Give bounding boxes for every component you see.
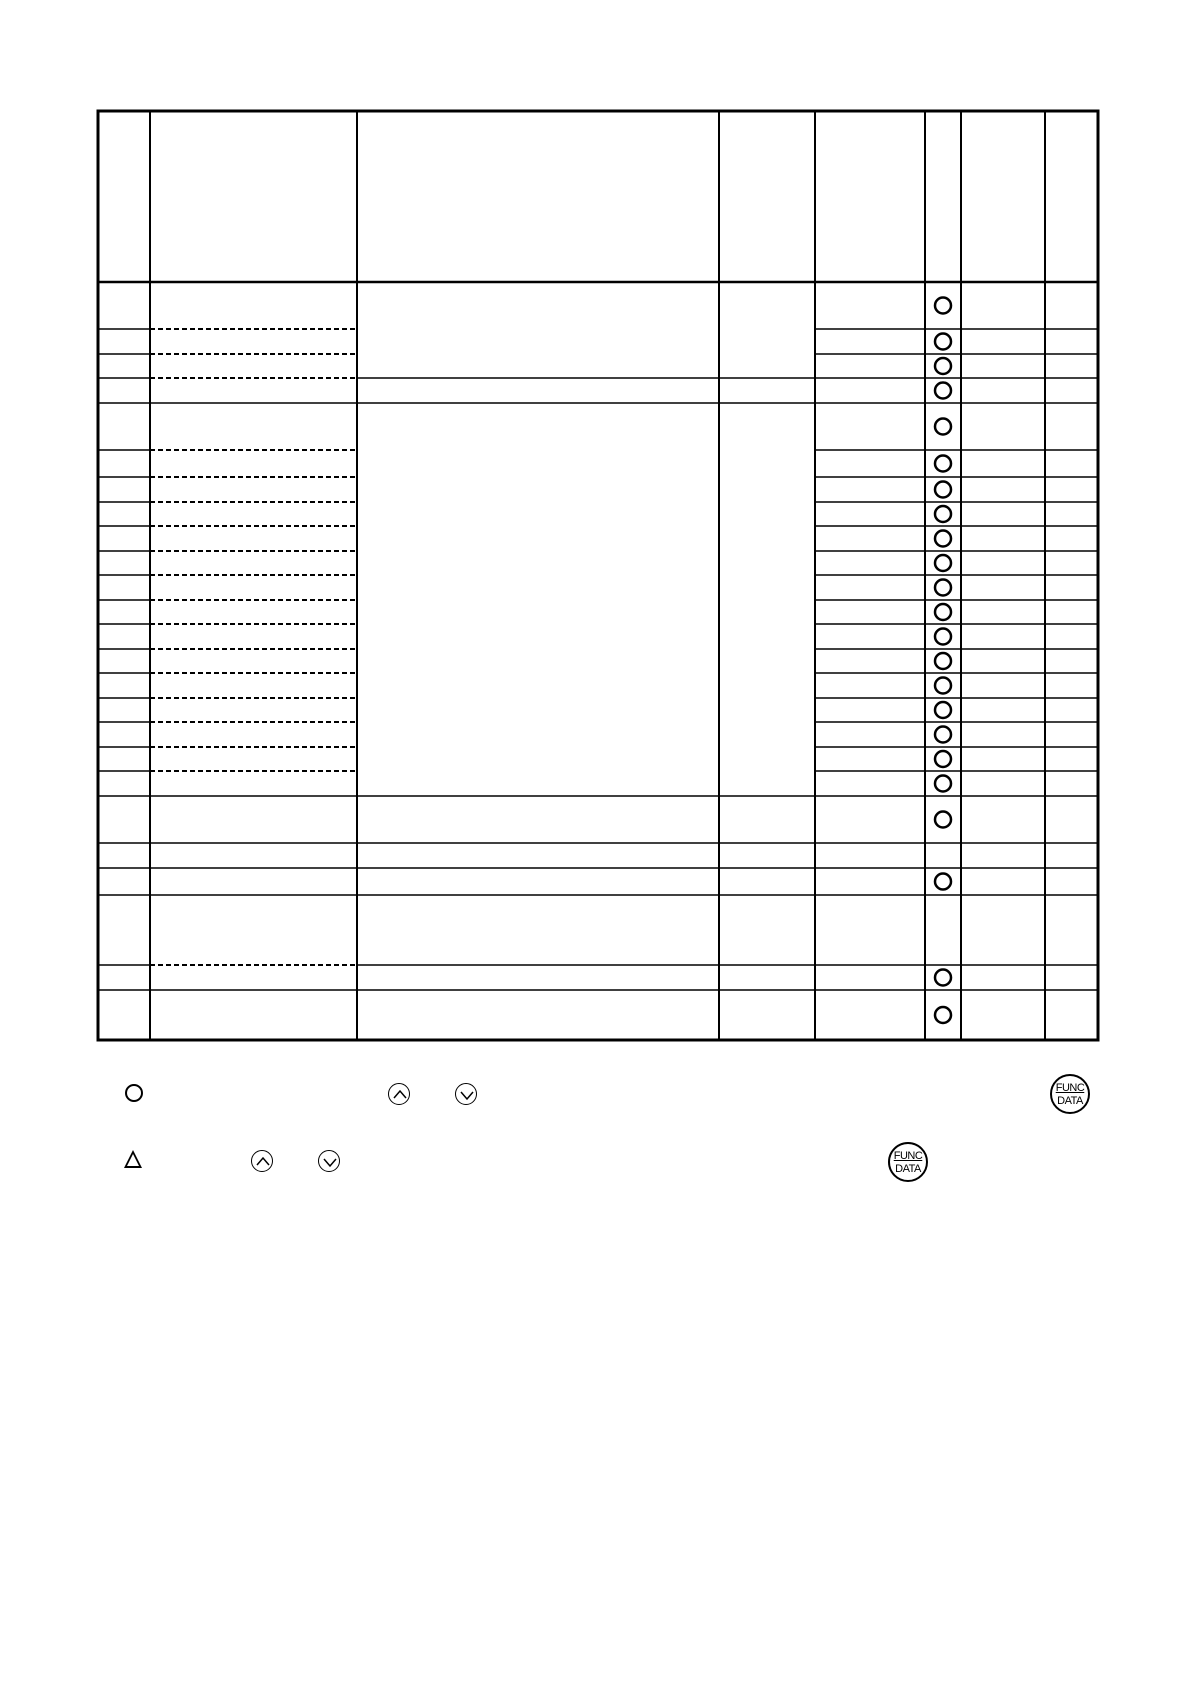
open-circle-icon bbox=[935, 298, 951, 314]
func-key-label-bottom: DATA bbox=[1057, 1095, 1083, 1107]
open-circle-icon bbox=[935, 874, 951, 890]
open-circle-icon bbox=[935, 334, 951, 350]
func-key-label-top: FUNC bbox=[893, 1150, 923, 1162]
open-circle-icon bbox=[935, 383, 951, 399]
up-arrow-key-icon[interactable] bbox=[251, 1150, 273, 1172]
open-circle-icon bbox=[935, 629, 951, 645]
open-circle-icon bbox=[935, 482, 951, 498]
down-arrow-key-icon[interactable] bbox=[318, 1150, 340, 1172]
open-circle-icon bbox=[935, 776, 951, 792]
open-circle-icon bbox=[935, 727, 951, 743]
triangle-icon bbox=[124, 1150, 142, 1168]
open-circle-icon bbox=[935, 531, 951, 547]
open-circle-icon bbox=[935, 970, 951, 986]
open-circle-icon bbox=[935, 580, 951, 596]
open-circle-icon bbox=[935, 702, 951, 718]
open-circle-icon bbox=[125, 1084, 143, 1102]
func-key-label-top: FUNC bbox=[1055, 1082, 1085, 1094]
open-circle-icon bbox=[935, 555, 951, 571]
open-circle-icon bbox=[935, 419, 951, 435]
open-circle-icon bbox=[935, 751, 951, 767]
up-arrow-key-icon[interactable] bbox=[388, 1083, 410, 1105]
open-circle-icon bbox=[935, 653, 951, 669]
down-arrow-key-icon[interactable] bbox=[455, 1083, 477, 1105]
func-data-key-icon[interactable] bbox=[1050, 1074, 1090, 1114]
open-circle-icon bbox=[935, 506, 951, 522]
open-circle-icon bbox=[935, 358, 951, 374]
open-circle-icon bbox=[935, 456, 951, 472]
open-circle-icon bbox=[935, 604, 951, 620]
func-data-key-icon[interactable] bbox=[888, 1142, 928, 1182]
open-circle-icon bbox=[935, 812, 951, 828]
open-circle-icon bbox=[935, 678, 951, 694]
open-circle-icon bbox=[935, 1007, 951, 1023]
func-key-label-bottom: DATA bbox=[895, 1163, 921, 1175]
